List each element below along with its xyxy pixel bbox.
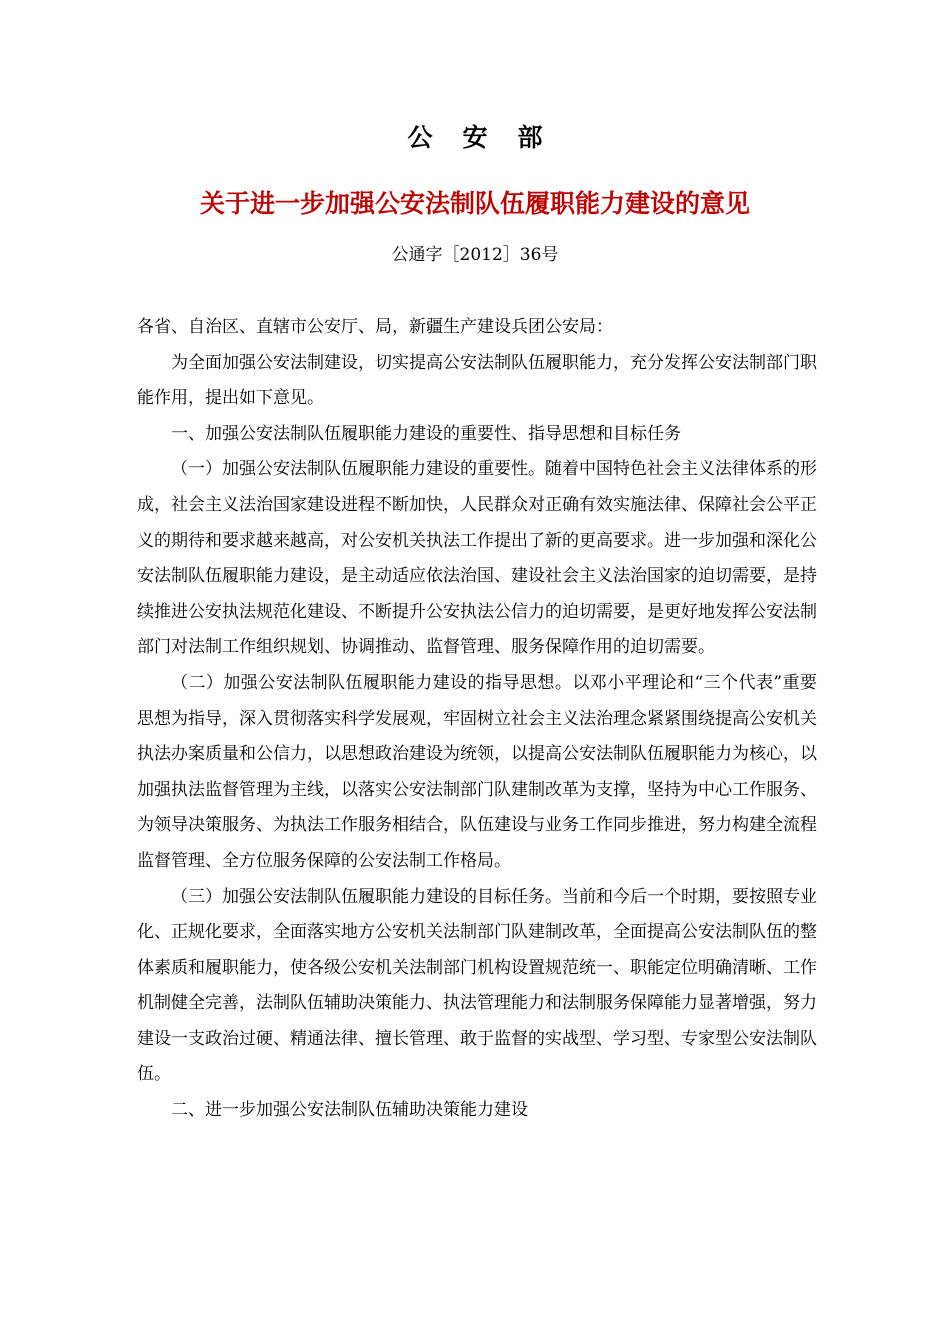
issuer-heading — [0, 118, 950, 158]
document-body — [137, 310, 817, 1129]
issuer-char: 公 — [407, 123, 433, 152]
document-number: 公通字［2012］36号 — [391, 245, 559, 265]
document-title: 关于进一步加强公安法制队伍履职能力建设的意见 — [199, 189, 750, 218]
paragraph-importance: （一）加强公安法制队伍履职能力建设的重要性。随着中国特色社会主义法律体系的形成，社会主义法治国家建设进程不断加快，人民群众对正确有效实施法律、保障社会公平正义的期待和要求越来越高，对公安机关执法工作提出了新的更高要求。进一步加强和深化公安法制队伍履职能力建设，是主动适应依法治国、建设社会主义法治国家的迫切需要，是持续推进公安执法规范化建设、不断提升公安执法公信力的迫切需要，是更好地发挥公安法制部门对法制工作组织规划、协调推动、监督管理、服务保障作用的迫切需要。 — [137, 459, 817, 658]
addressee: 各省、自治区、直辖市公安厅、局，新疆生产建设兵团公安局： — [137, 317, 613, 337]
paragraph-guiding-ideology: （二）加强公安法制队伍履职能力建设的指导思想。以邓小平理论和“三个代表”重要思想为指导，深入贯彻落实科学发展观，牢固树立社会主义法治理念紧紧围绕提高公安机关执法办案质量和公信力，以思想政治建设为统领，以提高公安法制队伍履职能力为核心，以加强执法监督管理为主线，以落实公安法制部门队建制改革为支撑，坚持为中心工作服务、为领导决策服务、为执法工作服务相结合，队伍建设与业务工作同步推进，努力构建全流程监督管理、全方位服务保障的公安法制工作格局。 — [137, 672, 817, 871]
issuer-char: 安 — [462, 123, 488, 152]
paragraph-intro: 为全面加强公安法制建设，切实提高公安法制队伍履职能力，充分发挥公安法制部门职能作用，提出如下意见。 — [137, 352, 817, 409]
paragraph-target-tasks: （三）加强公安法制队伍履职能力建设的目标任务。当前和今后一个时期，要按照专业化、正规化要求，全面落实地方公安机关法制部门队建制改革，全面提高公安法制队伍的整体素质和履职能力，使各级公安机关法制部门机构设置规范统一、职能定位明确清晰、工作机制健全完善，法制队伍辅助决策能力、执法管理能力和法制服务保障能力显著增强，努力建设一支政治过硬、精通法律、擅长管理、敢于监督的实战型、学习型、专家型公安法制队伍。 — [137, 886, 817, 1085]
issuer-char: 部 — [517, 123, 543, 152]
section-heading-1: 一、加强公安法制队伍履职能力建设的重要性、指导思想和目标任务 — [171, 423, 681, 444]
section-heading-2: 二、进一步加强公安法制队伍辅助决策能力建设 — [171, 1100, 528, 1121]
